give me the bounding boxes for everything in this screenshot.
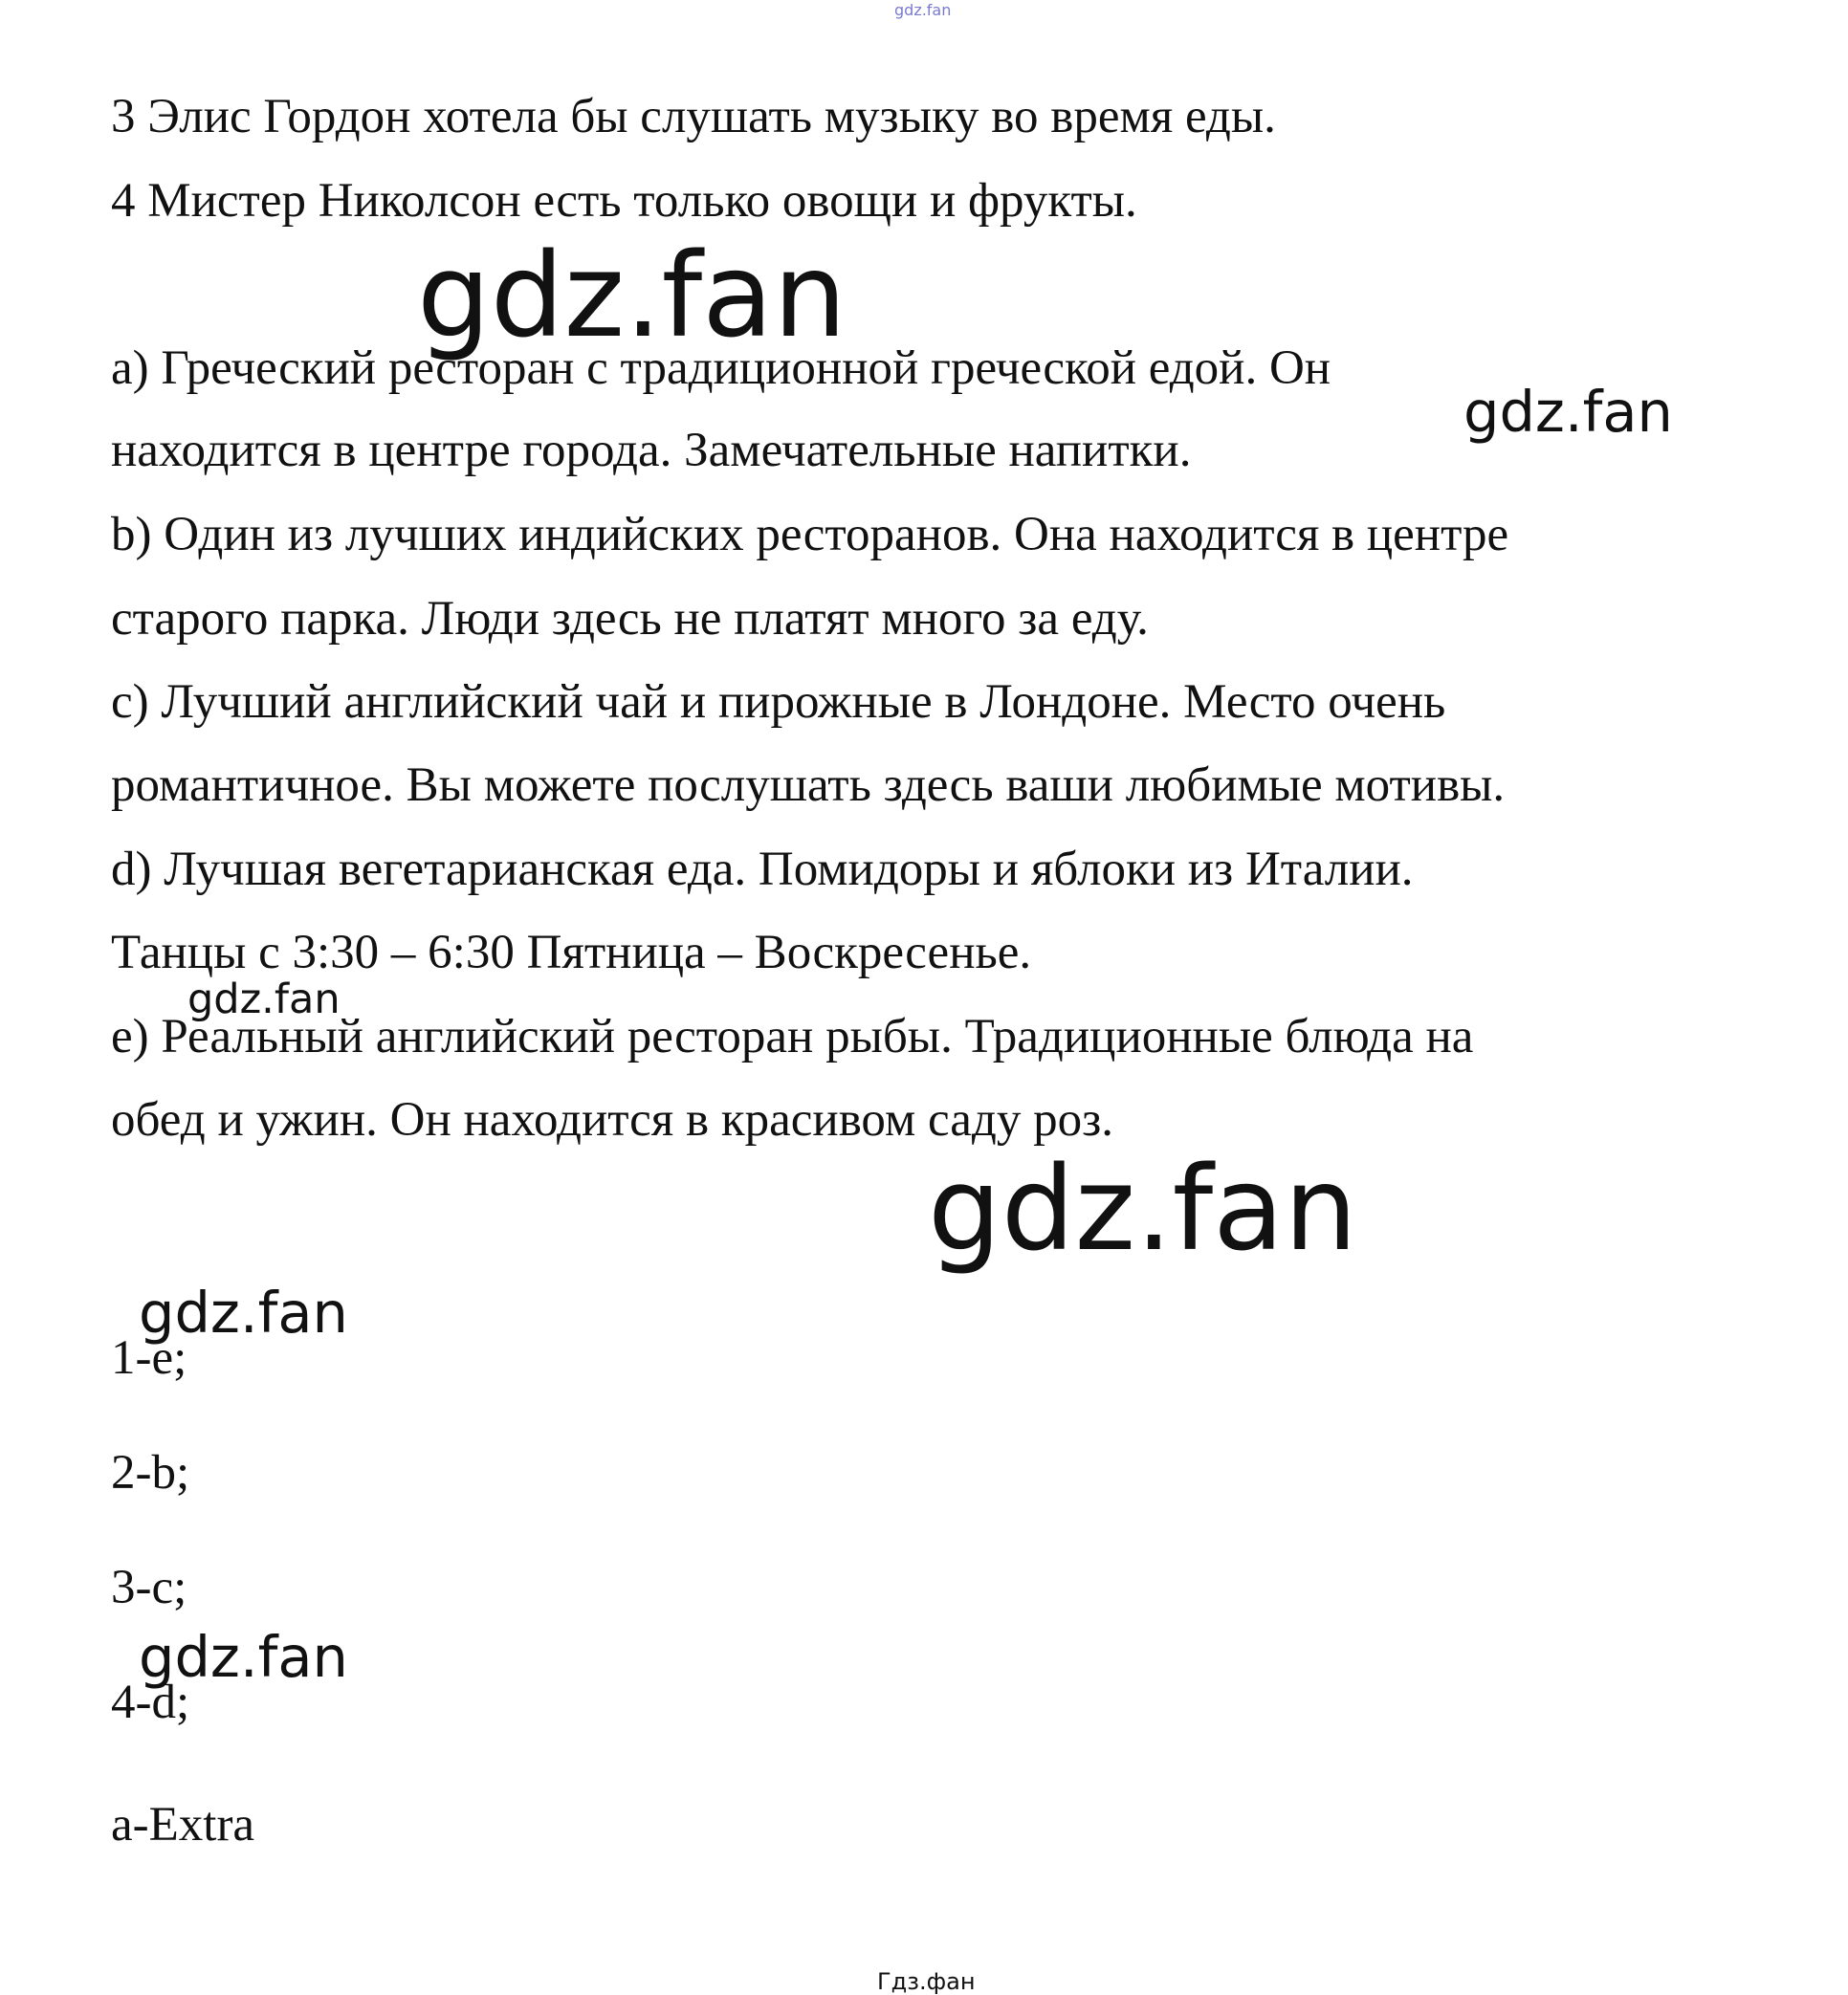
text-line-10: Танцы с 3:30 – 6:30 Пятница – Воскресенье. bbox=[111, 926, 1032, 979]
text-line-2: 4 Мистер Николсон есть только овощи и фрукты. bbox=[111, 174, 1137, 228]
answer-extra: a-Extra bbox=[111, 1798, 255, 1852]
watermark-footer: Гдз.фан bbox=[877, 1968, 976, 1995]
watermark-large-1: gdz.fan bbox=[417, 229, 847, 363]
text-line-12: обед и ужин. Он находится в красивом саду роз. bbox=[111, 1093, 1113, 1147]
text-line-5: b) Один из лучших индийских ресторанов. Она находится в центре bbox=[111, 508, 1509, 561]
watermark-medium-1: gdz.fan bbox=[1463, 379, 1673, 445]
watermark-medium-2: gdz.fan bbox=[139, 1280, 348, 1346]
text-line-1: 3 Элис Гордон хотела бы слушать музыку во время еды. bbox=[111, 90, 1276, 143]
answer-2: 2-b; bbox=[111, 1446, 190, 1500]
text-line-8: романтичное. Вы можете послушать здесь ваши любимые мотивы. bbox=[111, 758, 1506, 812]
text-line-7: c) Лучший английский чай и пирожные в Лондоне. Место очень bbox=[111, 675, 1446, 729]
answer-3: 3-c; bbox=[111, 1561, 187, 1614]
watermark-medium-3: gdz.fan bbox=[139, 1624, 348, 1690]
answer-4: 4-d; bbox=[111, 1676, 190, 1729]
watermark-large-2: gdz.fan bbox=[928, 1142, 1358, 1277]
text-line-11: e) Реальный английский ресторан рыбы. Традиционные блюда на bbox=[111, 1010, 1474, 1063]
watermark-small-1: gdz.fan bbox=[187, 976, 341, 1023]
watermark-top: gdz.fan bbox=[894, 1, 952, 19]
text-line-4: находится в центре города. Замечательные напитки. bbox=[111, 424, 1192, 477]
text-line-9: d) Лучшая вегетарианская еда. Помидоры и яблоки из Италии. bbox=[111, 843, 1414, 896]
text-line-6: старого парка. Люди здесь не платят много за еду. bbox=[111, 592, 1149, 646]
text-line-3: a) Греческий ресторан с традиционной греческой едой. Он bbox=[111, 341, 1331, 395]
answer-1: 1-e; bbox=[111, 1331, 187, 1385]
